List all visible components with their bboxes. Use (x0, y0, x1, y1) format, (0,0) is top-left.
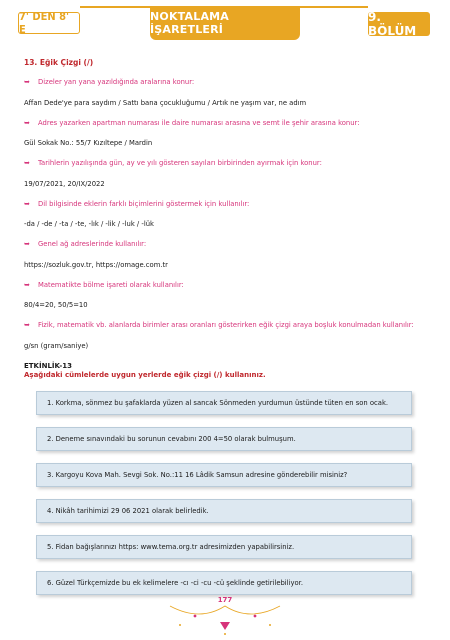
chapter-tag: 9. BÖLÜM (368, 12, 430, 36)
answer-box-4[interactable]: 4. Nikâh tarihimizi 29 06 2021 olarak belirledik. (36, 499, 412, 523)
answer-box-1[interactable]: 1. Korkma, sönmez bu şafaklarda yüzen al sancak Sönmeden yurdumun üstünde tüten en son ocak. (36, 391, 412, 415)
rule-item (24, 119, 428, 129)
arrow-icon: ➥ (24, 159, 30, 167)
activity-title: ETKİNLİK-13 (24, 361, 72, 370)
activity-instruction: Aşağıdaki cümlelerde uygun yerlerde eğik çizgi (/) kullanınız. (24, 370, 266, 379)
answer-box-5[interactable]: 5. Fidan bağışlarınızı https: www.tema.org.tr adresimizden yapabilirsiniz. (36, 535, 412, 559)
rule-text: Adres yazarken apartman numarası ile daire numarası arasına ve semt ile şehir arasına konur: (38, 118, 360, 127)
rule-text: Dizeler yan yana yazıldığında aralarına konur: (38, 78, 195, 86)
rule-item (24, 159, 428, 169)
page-title: NOKTALAMA İŞARETLERİ (150, 6, 300, 40)
rule-text: Genel ağ adreslerinde kullanılır: (38, 240, 147, 248)
arrow-icon: ➥ (24, 280, 30, 289)
rule-text: Matematikte bölme işareti olarak kullanılır: (38, 280, 184, 289)
arrow-icon: ➥ (24, 199, 30, 208)
example-text: -da / -de / -ta / -te, -lık / -lik / -luk / -lük (24, 220, 154, 228)
rule-item (24, 240, 428, 250)
rule-item (24, 78, 428, 88)
rule-text: Dil bilgisinde eklerin farklı biçimlerini göstermek için kullanılır: (38, 199, 250, 208)
answer-box-6[interactable]: 6. Güzel Türkçemizde bu ek kelimelere -cı -ci -cu -cü şeklinde getirilebiliyor. (36, 571, 412, 595)
example-text: g/sn (gram/saniye) (24, 341, 89, 350)
arrow-icon: ➥ (24, 321, 30, 329)
section-title: 13. Eğik Çizgi (/) (24, 58, 94, 67)
rule-text: Tarihlerin yazılışında gün, ay ve yılı gösteren sayıları birbirinden ayırmak için konur: (38, 159, 322, 167)
rule-item (24, 200, 428, 210)
example-text: 19/07/2021, 20/IX/2022 (24, 179, 105, 188)
example-text: 80/4=20, 50/5=10 (24, 301, 88, 309)
page-header (0, 0, 450, 44)
arrow-icon: ➥ (24, 78, 30, 86)
rule-item (24, 281, 428, 291)
answer-box-3[interactable]: 3. Kargoyu Kova Mah. Sevgi Sok. No.:11 16 Lâdik Samsun adresine gönderebilir misiniz? (36, 463, 412, 487)
arrow-icon: ➥ (24, 240, 30, 248)
page-number: 177 (217, 596, 233, 604)
example-text: Affan Dede'ye para saydım / Sattı bana çocukluğumu / Artık ne yaşım var, ne adım (24, 98, 307, 107)
rule-text: Fizik, matematik vb. alanlarda birimler arası oranları gösterirken eğik çizgi araya boşluk konulmadan kullanılır: (38, 321, 414, 329)
answer-box-2[interactable]: 2. Deneme sınavındaki bu sorunun cevabını 200 4=50 olarak bulmuşum. (36, 427, 412, 451)
arrow-icon: ➥ (24, 118, 30, 127)
main-content (24, 58, 428, 607)
grade-range-tag: 7' DEN 8' E (18, 12, 80, 34)
rule-item (24, 321, 428, 331)
page-footer (0, 592, 450, 640)
example-text: https://sozluk.gov.tr, https://omage.com.tr (24, 260, 168, 269)
example-text: Gül Sokak No.: 55/7 Kızıltepe / Mardin (24, 139, 153, 147)
